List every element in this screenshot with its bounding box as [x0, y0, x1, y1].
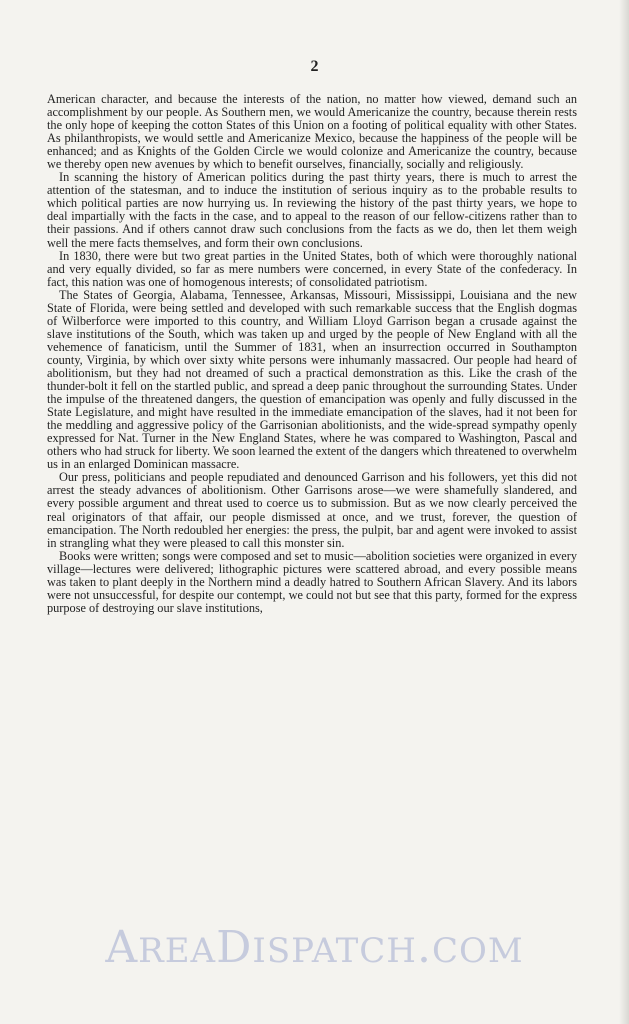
paragraph-4: The States of Georgia, Alabama, Tennessee, Arkansas, Missouri, Mississippi, Louisiana and the new State of Florida, were being settled and developed with such remarkable success that the English dogmas of Wilberforce were imported to this country, and William Lloyd Garrison began a crusade against the slave institutions of the South, which was taken up and urged by the people of New England with all the vehemence of fanaticism, until the Summer of 1831, when an insurrection occurred in Southampton county, Virginia, by which over sixty white persons were inhumanly massacred. Our people had heard of abolitionism, but they had not dreamed of such a practical demonstration as this. Like the crash of the thunder-bolt it fell on the startled public, and spread a deep panic throughout the surrounding States. Under the impulse of the threatened dangers, the question of emancipation was openly and fully discussed in the State Legislature, and might have resulted in the immediate emancipation of the slaves, had it not been for the meddling and aggressive policy of the Garrisonian abolitionists, and the wide-spread sympathy openly expressed for Nat. Turner in the New England States, where he was compared to Washington, Pascal and others who had struck for liberty. We soon learned the extent of the dangers which threatened to overwhelm us in an enlarged Dominican massacre. [47, 287, 577, 472]
page-edge-shadow [619, 0, 629, 1024]
paragraph-6: Books were written; songs were composed and set to music—abolition societies were organized in every village—lectures were delivered; lithographic pictures were scattered abroad, and every possible means was taken to plant deeply in the Northern mind a deadly hatred to Southern African Slavery. And its labors were not unsuccessful, for despite our contempt, we could not but see that this party, formed for the express purpose of destroying our slave institutions, [47, 548, 577, 615]
watermark-logo [0, 922, 629, 973]
paragraph-3: In 1830, there were but two great parties in the United States, both of which were thoroughly national and very equally divided, so far as mere numbers were concerned, in every State of the confederacy. In fact, this nation was one of homogenous interests; of consolidated patriotism. [47, 248, 577, 289]
paragraph-2: In scanning the history of American politics during the past thirty years, there is much to arrest the attention of the statesman, and to induce the institution of serious inquiry as to the probable results to which political parties are now hurrying us. In reviewing the history of the past thirty years, we hope to deal impartially with the facts in the case, and to appeal to the reason of our fellow-citizens rather than to their passions. And if others cannot draw such conclusions from the facts as we do, then let them weigh well the mere facts themselves, and form their own conclusions. [47, 170, 577, 250]
body-text [47, 93, 577, 615]
paragraph-5: Our press, politicians and people repudiated and denounced Garrison and his followers, yet this did not arrest the steady advances of abolitionism. Other Garrisons arose—we were shamefully slandered, and every possible argument and threat used to coerce us to submission. But as we now clearly perceived the real originators of that affair, our people dismissed at once, and we trust, forever, the question of emancipation. The North redoubled her energies: the press, the pulpit, bar and agent were invoked to assist in strangling what they were pleased to call this monster sin. [47, 470, 577, 550]
page-number: 2 [310, 58, 319, 75]
paragraph-1: American character, and because the interests of the nation, no matter how viewed, demand such an accomplishment by our people. As Southern men, we would Americanize the country, because therein rests the only hope of keeping the cotton States of this Union on a footing of political equality with other States. As philanthropists, we would settle and Americanize Mexico, because the happiness of the people will be enhanced; and as Knights of the Golden Circle we would colonize and Americanize the country, because we thereby open new avenues by which to benefit ourselves, financially, socially and religiously. [47, 92, 577, 172]
watermark-text: AREADISPATCH.COM [105, 922, 524, 973]
